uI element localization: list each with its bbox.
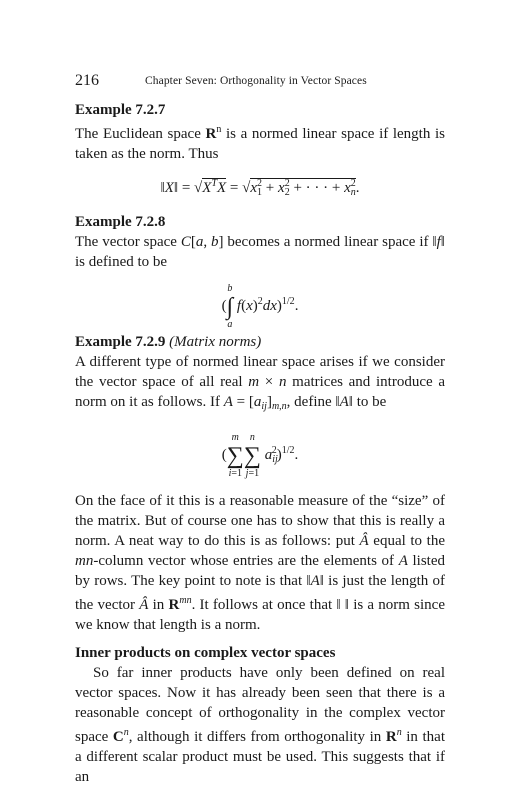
- text-fragment: A different type of normed linear space arises if we consider the vector space of all real: [75, 354, 445, 390]
- page-header: [75, 72, 445, 92]
- example-729-text: A different type of normed linear space arises if we consider the vector space of all real m × n matrices and introduce a norm on it as follows. If $A = [a_{ij}]_{m,n}$, define ‖A‖ to be: [75, 354, 445, 412]
- text-fragment: is defined to be: [75, 254, 168, 270]
- text-fragment: , although it differs from orthogonality in: [128, 729, 386, 745]
- text-fragment: The vector space: [75, 234, 181, 250]
- text-fragment: -column vector whose entries are the elements of: [93, 553, 399, 569]
- paragraph-complex-spaces: So far inner products have only been defined on real vector spaces. Now it has already been seen that there is a reasonable concept of orthogonality in the complex vector space $C^n$, although it differs from orthogonality in $R^n$ in that a different scalar product must be used. This suggests that if an: [75, 665, 445, 785]
- Rn-symbol: [206, 126, 217, 142]
- example-title-728: Example 7.2.8: [75, 214, 166, 230]
- example-title-729: [75, 332, 445, 352]
- equation-integral-norm: (b ∫ a $f(x)^2dx)^{1/2}$.: [221, 282, 299, 330]
- running-title: Chapter Seven: Orthogonality in Vector Spaces: [145, 75, 367, 87]
- sum-i: m ∑ i=1: [226, 431, 244, 479]
- text-fragment: in: [148, 597, 169, 613]
- text-fragment: is a norm since we know that length is a norm.: [75, 597, 445, 633]
- page-body: [75, 100, 445, 787]
- text-fragment: The Euclidean space: [75, 126, 206, 142]
- text-fragment: is just the length of the vector: [75, 573, 445, 613]
- text-fragment: , define: [286, 394, 336, 410]
- sum-j: n ∑ j=1: [243, 431, 261, 479]
- page-number: 216: [75, 72, 99, 89]
- text-fragment: On the face of it this is a reasonable measure of the “size” of the matrix. But of course one has to show that this is really a norm. A neat way to do this is as follows: put: [75, 493, 445, 549]
- text-fragment: listed by rows. The key point to note is that: [75, 553, 445, 589]
- example-title-727: Example 7.2.7: [75, 102, 166, 118]
- example-728-text: The vector space C[a, b] becomes a normed linear space if ‖f‖ is defined to be: [75, 234, 446, 270]
- text-fragment: equal to the: [368, 533, 445, 549]
- equation-norm-X: ‖X‖ = $√X^TX = √x_1^2 + x_2^2$ + · · · + $x_n^2$.: [160, 178, 360, 198]
- text-fragment: So far inner products have only been defined on real vector spaces. Now it has already been seen that there is a reasonable concept of orthogonality in the complex vector space: [75, 665, 445, 745]
- text-fragment: in that a different scalar product must be used. This suggests that if an: [75, 729, 445, 785]
- example-729-subtitle: (Matrix norms): [169, 334, 262, 350]
- example-727-text: [75, 120, 445, 164]
- integral-symbol: b ∫ a: [226, 282, 234, 330]
- equation-matrix-norm: (m ∑ i=1n ∑ j=1 $a_{ij}^2)^{1/2}$.: [221, 431, 299, 479]
- text-fragment: . It follows at once that: [191, 597, 337, 613]
- section-heading: Inner products on complex vector spaces: [75, 645, 336, 661]
- math-n: n: [216, 124, 222, 135]
- text-fragment: becomes a normed linear space if: [223, 234, 433, 250]
- text-fragment: to be: [353, 394, 387, 410]
- paragraph-matrix-norm: On the face of it this is a reasonable measure of the “size” of the matrix. But of course one has to show that this is really a norm. A neat way to do this is as follows: put Â equal to the mn-column vector whose entries are the elements of A listed by rows. The key point to note is that ‖A‖ is just the length of the vector Â in $R^{mn}$. It follows at once that ‖ ‖ is a norm since we know that length is a norm.: [75, 493, 445, 633]
- math-R: R: [205, 126, 217, 142]
- text-fragment: is a normed linear space if length is taken as the norm. Thus: [75, 126, 445, 162]
- example-729-number: Example 7.2.9: [75, 334, 166, 350]
- text-fragment: matrices and introduce a norm on it as follows. If: [75, 374, 445, 410]
